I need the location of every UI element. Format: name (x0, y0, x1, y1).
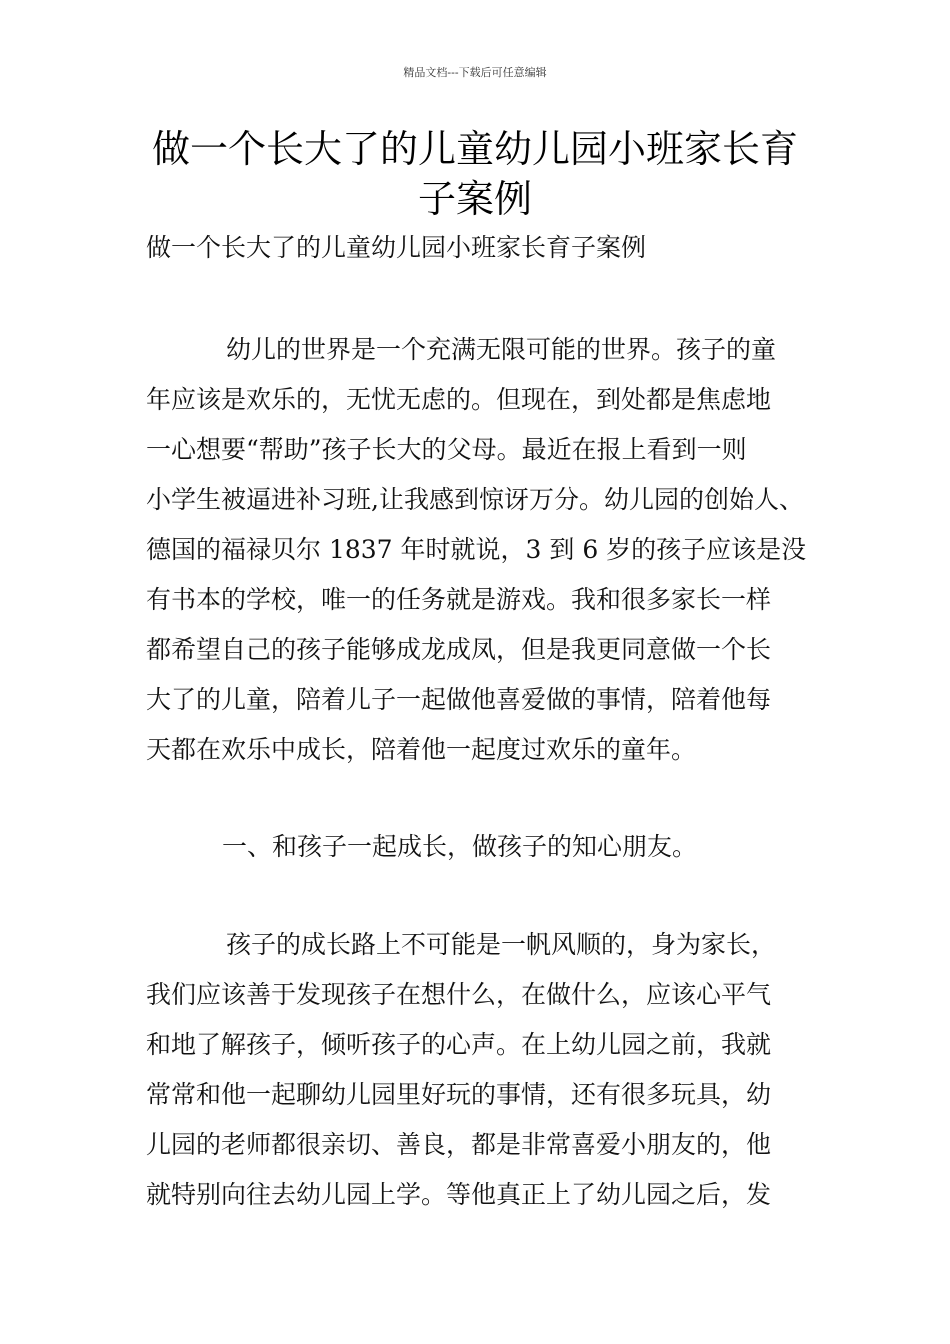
paragraph-1 (146, 325, 816, 775)
paragraph-line: 常常和他一起聊幼儿园里好玩的事情，还有很多玩具，幼 (146, 1080, 772, 1109)
paragraph-line: 幼儿的世界是一个充满无限可能的世界。孩子的童 (226, 335, 777, 364)
paragraph-line: 天都在欢乐中成长，陪着他一起度过欢乐的童年。 (146, 735, 697, 764)
document-title (130, 124, 820, 224)
title-line-1: 做一个长大了的儿童幼儿园小班家长育 (151, 127, 798, 171)
page-header: 精品文档---下载后可任意编辑 (403, 66, 547, 79)
title-line-2: 子案例 (417, 177, 532, 221)
paragraph-2 (146, 920, 816, 1220)
paragraph-line: 有书本的学校，唯一的任务就是游戏。我和很多家长一样 (146, 585, 772, 614)
paragraph-line: 我们应该善于发现孩子在想什么，在做什么，应该心平气 (146, 980, 772, 1009)
paragraph-line: 德国的福禄贝尔 1837 年时就说，3 到 6 岁的孩子应该是没 (146, 535, 807, 564)
paragraph-line: 和地了解孩子，倾听孩子的心声。在上幼儿园之前，我就 (146, 1030, 772, 1059)
paragraph-line: 都希望自己的孩子能够成龙成凤，但是我更同意做一个长 (146, 635, 772, 664)
paragraph-line: 就特别向往去幼儿园上学。等他真正上了幼儿园之后，发 (146, 1180, 772, 1209)
paragraph-line: 儿园的老师都很亲切、善良，都是非常喜爱小朋友的，他 (146, 1130, 772, 1159)
document-subtitle: 做一个长大了的儿童幼儿园小班家长育子案例 (146, 233, 647, 262)
paragraph-line: 一心想要“帮助”孩子长大的父母。最近在报上看到一则 (146, 435, 747, 464)
section-heading: 一、和孩子一起成长，做孩子的知心朋友。 (222, 832, 698, 861)
paragraph-line: 孩子的成长路上不可能是一帆风顺的，身为家长， (226, 930, 777, 959)
paragraph-line: 大了的儿童，陪着儿子一起做他喜爱做的事情，陪着他每 (146, 685, 772, 714)
paragraph-line: 年应该是欢乐的，无忧无虑的。但现在，到处都是焦虑地 (146, 385, 772, 414)
paragraph-line: 小学生被逼进补习班,让我感到惊讶万分。幼儿园的创始人、 (146, 485, 804, 514)
